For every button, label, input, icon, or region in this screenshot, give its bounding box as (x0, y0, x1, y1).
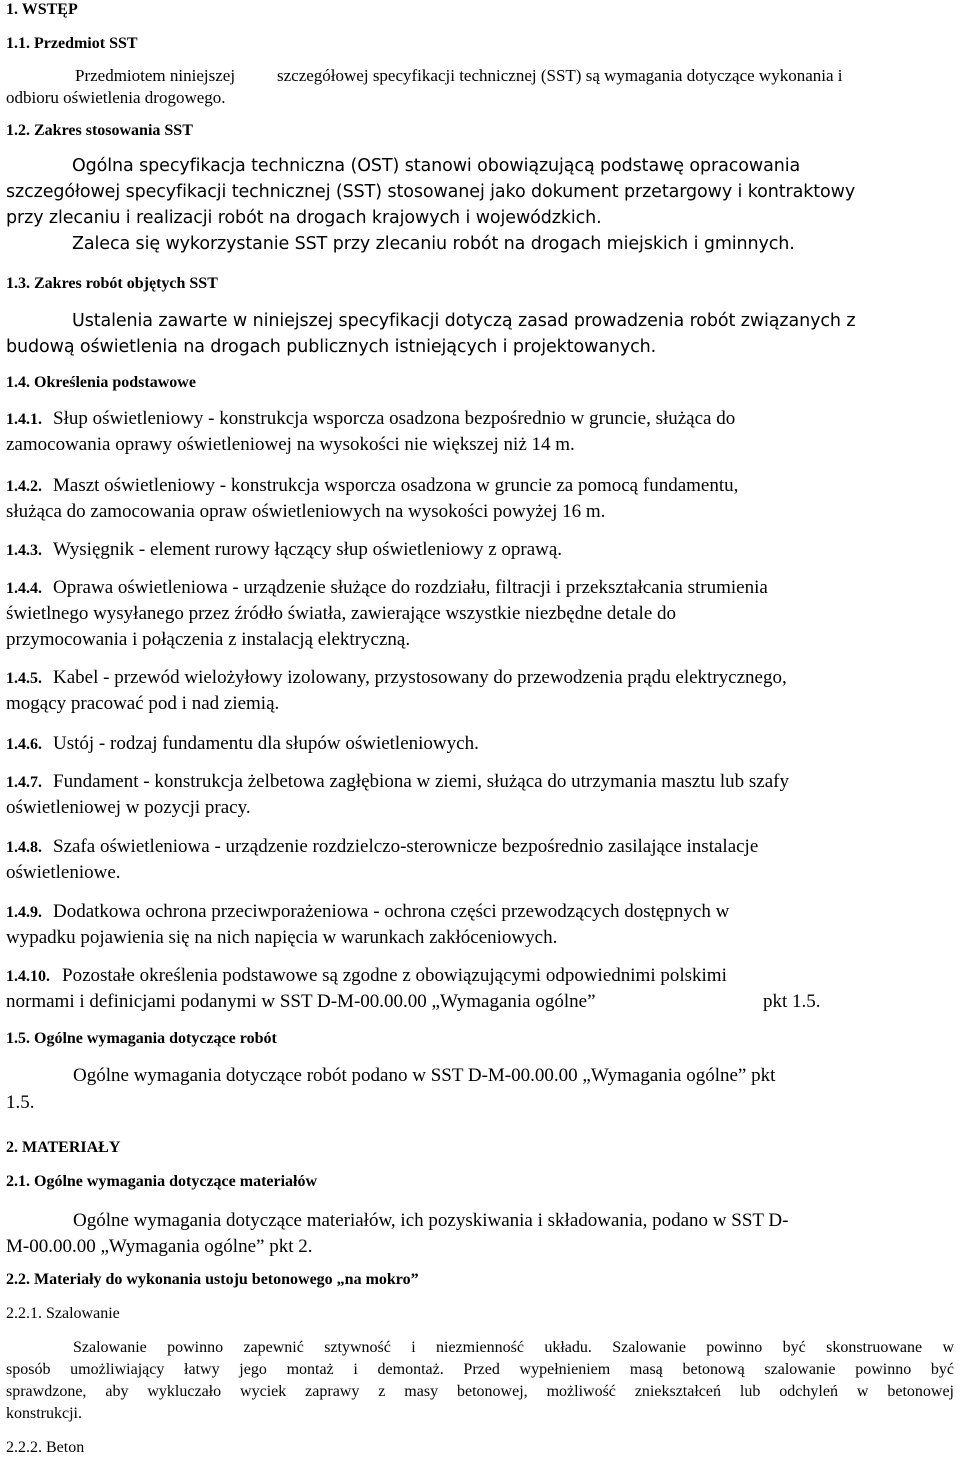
definition-text: Pozostałe określenia podstawowe są zgodne z obowiązującymi odpowiednimi polskimi (62, 965, 727, 986)
paragraph-line: odbioru oświetlenia drogowego. (6, 88, 226, 107)
definition-number: 1.4.7. (6, 774, 42, 791)
definition-text: służąca do zamocowania opraw oświetleniowych na wysokości powyżej 16 m. (6, 501, 606, 522)
definition-text: Szafa oświetleniowa - urządzenie rozdzielczo-sterownicze bezpośrednio zasilające instalacje (53, 836, 759, 857)
paragraph-line (6, 1383, 954, 1401)
definition-text: zamocowania oprawy oświetleniowej na wysokości nie większej niż 14 m. (6, 434, 575, 455)
paragraph-line: Ogólne wymagania dotyczące robót podano w SST D-M-00.00.00 „Wymagania ogólne” pkt (73, 1065, 776, 1086)
section-heading-2-2: 2.2. Materiały do wykonania ustoju betonowego „na mokro” (6, 1271, 419, 1288)
definition-text: świetlnego wysyłanego przez źródło światła, zawierające wszystkie niezbędne detale do (6, 603, 677, 624)
paragraph-line: przy zlecaniu i realizacji robót na drogach krajowych i wojewódzkich. (6, 208, 602, 228)
paragraph-line-text: sposób umożliwiający łatwy jego montaż i demontaż. Przed wypełnieniem masą betonową szalowanie powinno być (6, 1361, 954, 1378)
definition-text: przymocowania i połączenia z instalacją elektryczną. (6, 629, 411, 650)
definition-number: 1.4.10. (6, 968, 50, 985)
definition-number: 1.4.1. (6, 411, 42, 428)
definition-number: 1.4.6. (6, 736, 42, 753)
section-heading-1-3: 1.3. Zakres robót objętych SST (6, 275, 218, 292)
paragraph-line: Ogólne wymagania dotyczące materiałów, ich pozyskiwania i składowania, podano w SST D- (73, 1210, 789, 1231)
paragraph-line: konstrukcji. (6, 1405, 82, 1422)
definition-number: 1.4.5. (6, 670, 42, 687)
chapter-heading-2: 2. MATERIAŁY (6, 1139, 121, 1156)
section-heading-1-2: 1.2. Zakres stosowania SST (6, 122, 193, 139)
definition-text: Słup oświetleniowy - konstrukcja wsporcza osadzona bezpośrednio w gruncie, służąca do (53, 408, 736, 429)
paragraph-line: Zaleca się wykorzystanie SST przy zlecaniu robót na drogach miejskich i gminnych. (72, 234, 795, 254)
definition-text: Fundament - konstrukcja żelbetowa zagłębiona w ziemi, służąca do utrzymania masztu lub szafy (53, 771, 789, 792)
paragraph-line (6, 1361, 954, 1379)
subsection-heading-2-2-2: 2.2.2. Beton (6, 1439, 85, 1456)
paragraph-line: szczegółowej specyfikacji technicznej (SST) są wymagania dotyczące wykonania i (277, 66, 843, 85)
subsection-heading-2-2-1: 2.2.1. Szalowanie (6, 1305, 120, 1322)
section-heading-1-5: 1.5. Ogólne wymagania dotyczące robót (6, 1030, 277, 1047)
definition-text: mogący pracować pod i nad ziemią. (6, 693, 280, 714)
paragraph-line: Ustalenia zawarte w niniejszej specyfikacji dotyczą zasad prowadzenia robót związanych z (72, 311, 856, 331)
chapter-heading-1: 1. WSTĘP (6, 1, 78, 18)
definition-text: pkt 1.5. (763, 991, 821, 1012)
paragraph-line: 1.5. (6, 1092, 35, 1113)
definition-text: oświetleniowej w pozycji pracy. (6, 797, 251, 818)
paragraph-line (73, 1339, 954, 1357)
paragraph-line: Przedmiotem niniejszej (75, 66, 236, 85)
paragraph-line: szczegółowej specyfikacji technicznej (SST) stosowanej jako dokument przetargowy i kontraktowy (6, 182, 856, 202)
definition-number: 1.4.9. (6, 904, 42, 921)
definition-text: Kabel - przewód wielożyłowy izolowany, przystosowany do przewodzenia prądu elektrycznego, (53, 667, 787, 688)
definition-number: 1.4.2. (6, 478, 42, 495)
definition-text: wypadku pojawienia się na nich napięcia w warunkach zakłóceniowych. (6, 927, 558, 948)
definition-number: 1.4.4. (6, 580, 42, 597)
section-heading-1-4: 1.4. Określenia podstawowe (6, 374, 196, 391)
definition-text: Ustój - rodzaj fundamentu dla słupów oświetleniowych. (53, 733, 479, 754)
definition-text: Oprawa oświetleniowa - urządzenie służące do rozdziału, filtracji i przekształcania strumienia (53, 577, 768, 598)
definition-text: normami i definicjami podanymi w SST D-M-00.00.00 „Wymagania ogólne” (6, 991, 596, 1012)
section-heading-2-1: 2.1. Ogólne wymagania dotyczące materiałów (6, 1173, 318, 1190)
definition-text: Dodatkowa ochrona przeciwporażeniowa - ochrona części przewodzących dostępnych w (53, 901, 730, 922)
definition-number: 1.4.3. (6, 542, 42, 559)
paragraph-line: M-00.00.00 „Wymagania ogólne” pkt 2. (6, 1236, 313, 1257)
definition-text: Maszt oświetleniowy - konstrukcja wsporcza osadzona w gruncie za pomocą fundamentu, (53, 475, 739, 496)
section-heading-1-1: 1.1. Przedmiot SST (6, 35, 138, 52)
paragraph-line-text: sprawdzone, aby wykluczało wyciek zaprawy z masy betonowej, możliwość zniekształceń lub odchyleń w betonowej (6, 1383, 954, 1400)
definition-text: oświetleniowe. (6, 862, 121, 883)
paragraph-line-text: Szalowanie powinno zapewnić sztywność i niezmienność układu. Szalowanie powinno być skonstruowane w (73, 1339, 954, 1356)
paragraph-line: Ogólna specyfikacja techniczna (OST) stanowi obowiązującą podstawę opracowania (72, 156, 801, 176)
definition-number: 1.4.8. (6, 839, 42, 856)
definition-text: Wysięgnik - element rurowy łączący słup oświetleniowy z oprawą. (53, 539, 563, 560)
paragraph-line: budową oświetlenia na drogach publicznych istniejących i projektowanych. (6, 337, 657, 357)
